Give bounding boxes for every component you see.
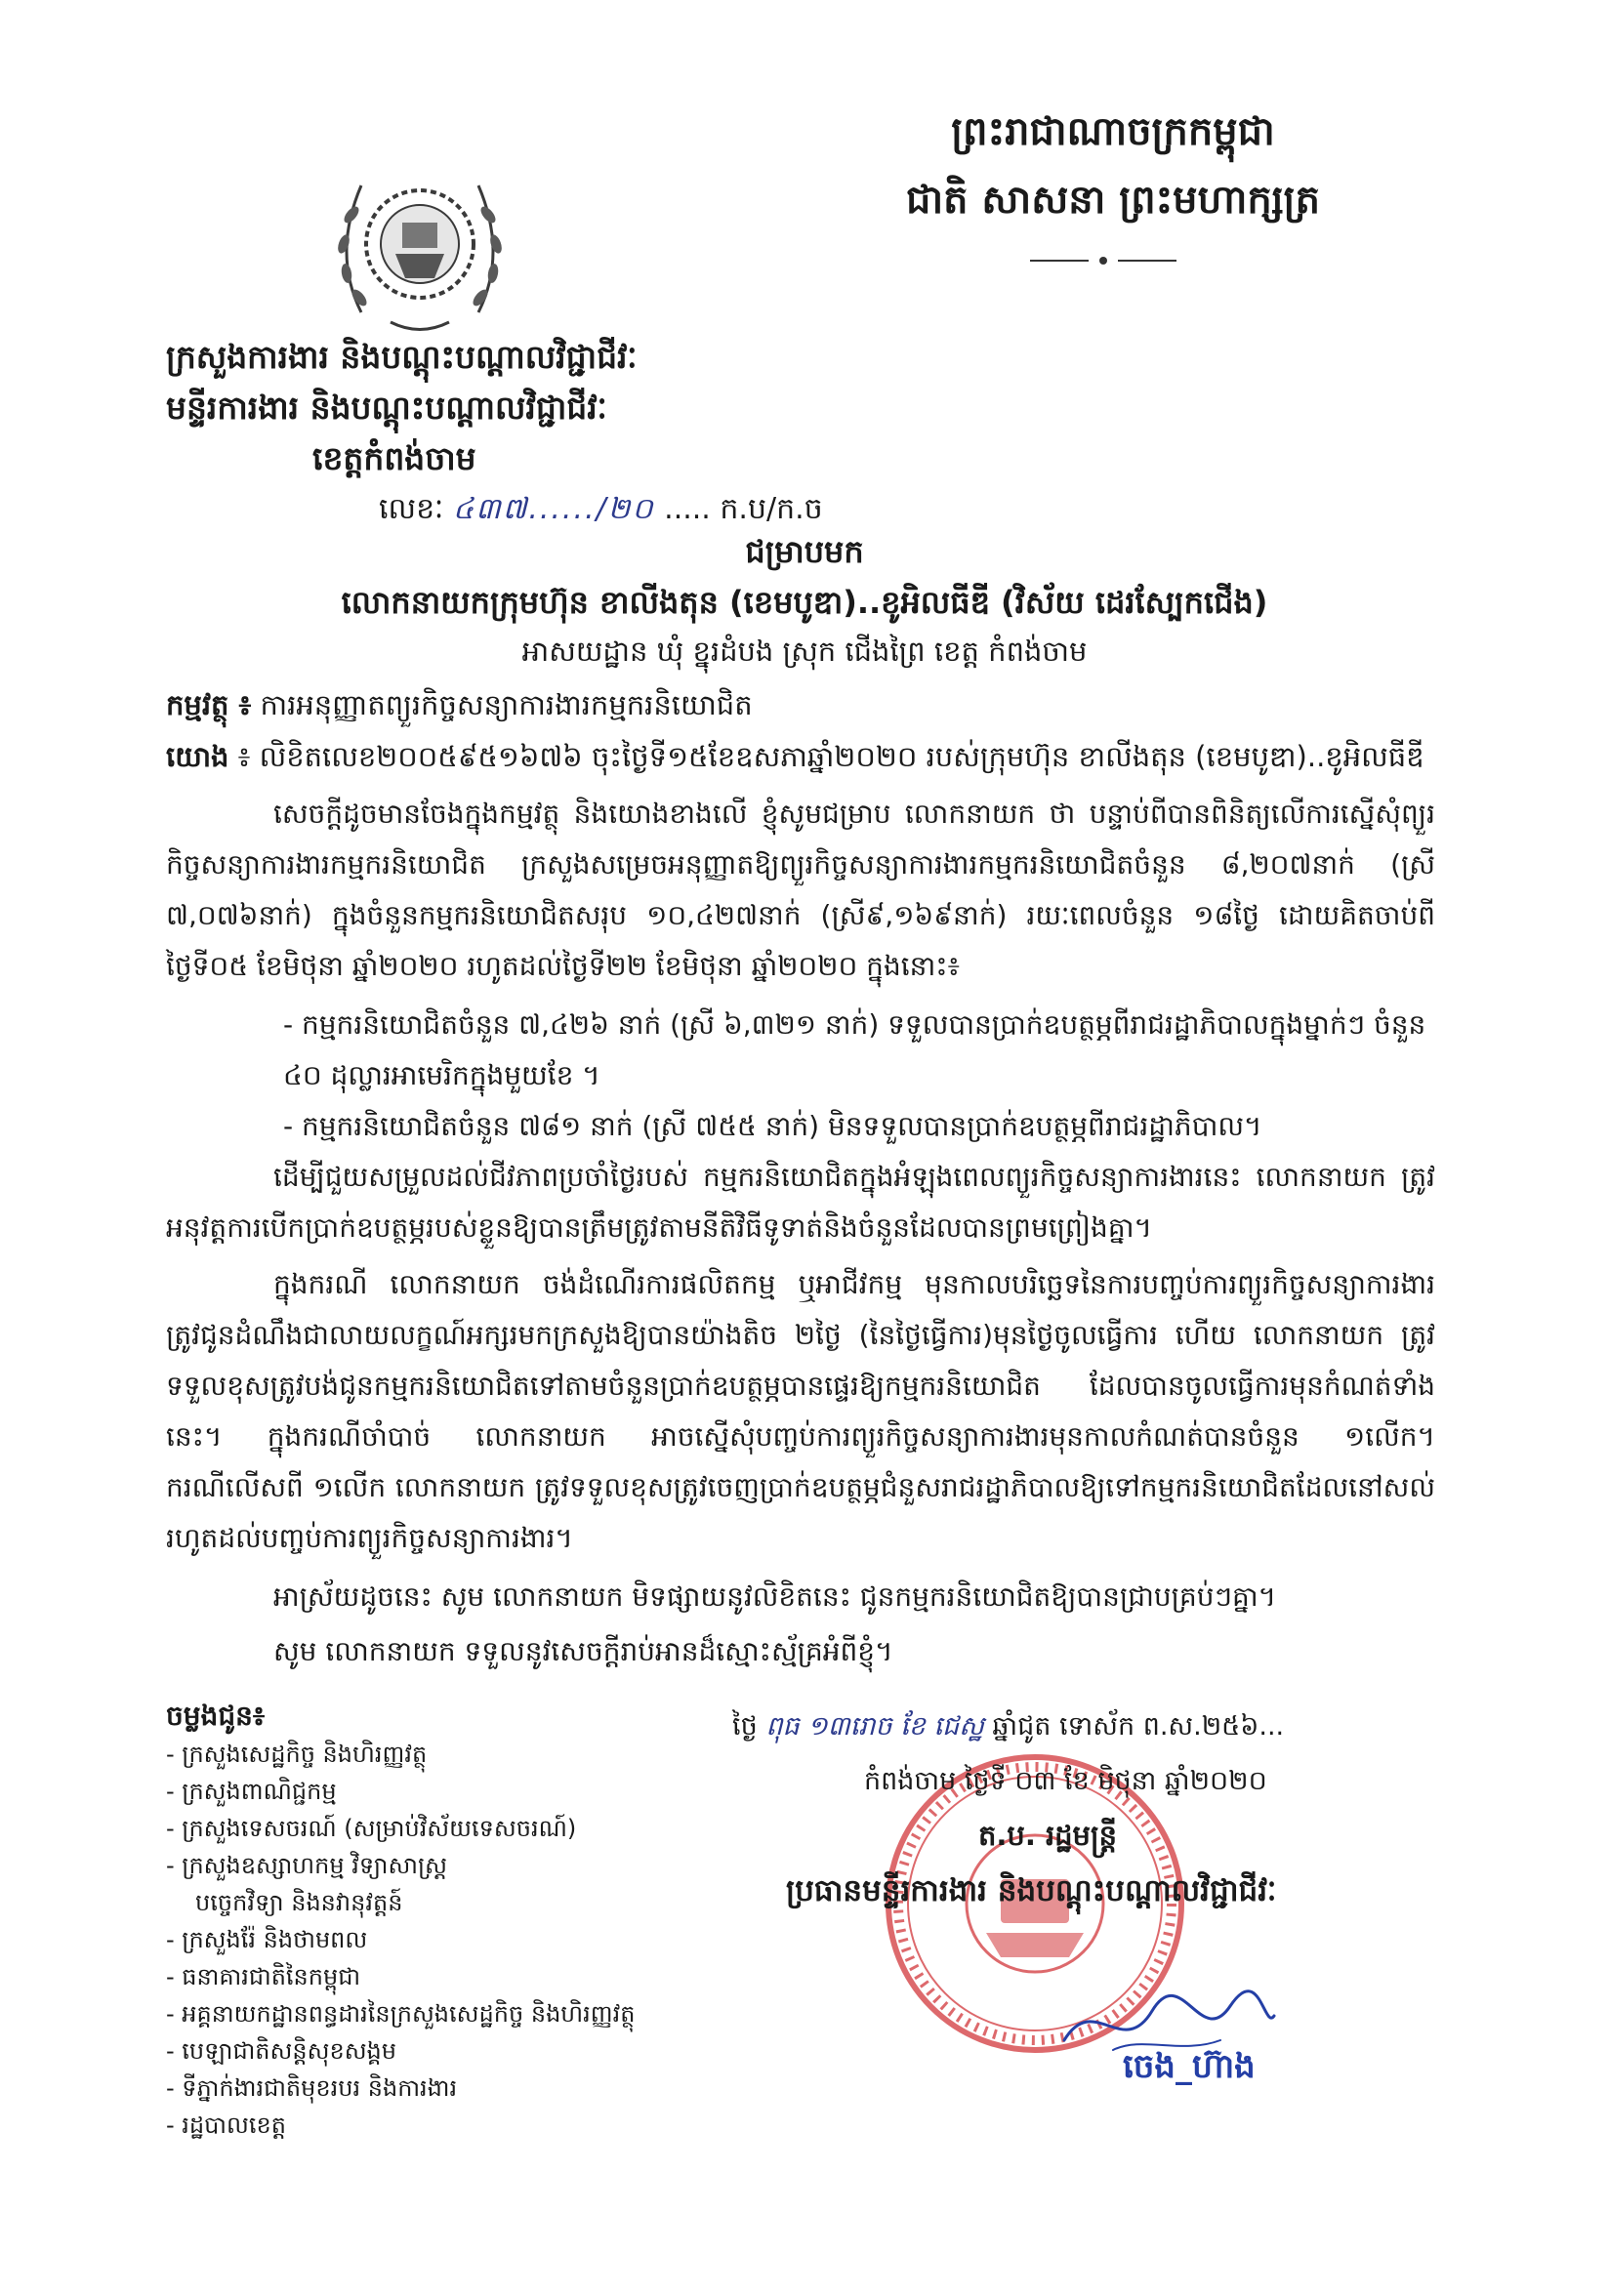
subject-line [166,688,753,729]
refno-handwritten: ៤៣៧....../២០ [452,492,655,526]
lunar-handwritten: ពុធ ១៣រោច ខែ ជេស្ឋ [765,1711,984,1742]
lunar-suffix: ឆ្នាំជូត ទោស័ក ព.ស.២៥៦... [992,1711,1285,1742]
kingdom-header [810,98,1416,234]
recipient-name: លោកនាយកក្រុមហ៊ុន ខាលីងតុន (ខេមបូឌា)..ខូអិលធីឌី (វិស័យ ដេរស្បែកជើង) [341,584,1268,621]
cc-item: - ក្រសួងសេដ្ឋកិច្ច និងហិរញ្ញវត្ថុ [166,1741,428,1768]
subject-label: កម្មវត្ថុ ៖ [166,688,252,721]
notice-heading: ជម្រាបមក [745,533,864,570]
cc-item: - ទីភ្នាក់ងារជាតិមុខរបរ និងការងារ [166,2074,458,2102]
bullet-item-1: - កម្មករនិយោជិតចំនួន ៧,៤២៦ នាក់ (ស្រី ៦,៣២១ នាក់) ទទួលបានប្រាក់ឧបត្ថម្ភពីរាជរដ្ឋាភិបាលក្នុងម្នាក់ៗ ចំនួន ៤០ ដុល្លារអាមេរិកក្នុងមួយខែ ។ [283,1008,1426,1091]
lunar-date [732,1710,1284,1748]
kingdom-title: ព្រះរាជាណាចក្រកម្ពុជា [951,108,1275,154]
body-paragraph-1: សេចក្តីដូចមានចែងក្នុងកម្មវត្ថុ និងយោងខាងលើ ខ្ញុំសូមជម្រាប លោកនាយក ថា បន្ទាប់ពីបានពិនិត្យលើការស្នើសុំព្យួរកិច្ចសន្យាការងារកម្មករនិយោជិត ក្រសួងសម្រេចអនុញ្ញាតឱ្យព្យួរកិច្ចសន្យាការងារកម្មករនិយោជិតចំនួន ៨,២០៧នាក់ (ស្រី ៧,០៧៦នាក់) ក្នុងចំនួនកម្មករនិយោជិតសរុប ១០,៤២៧នាក់ (ស្រី៩,១៦៩នាក់) រយៈពេលចំនួន ១៨ថ្ងៃ ដោយគិតចាប់ពីថ្ងៃទី០៥ ខែមិថុនា ឆ្នាំ២០២០ រហូតដល់ថ្ងៃទី២២ ខែមិថុនា ឆ្នាំ២០២០ ក្នុងនោះ៖ [166,798,1435,982]
signatory-title-2: ប្រធានមន្ទីរការងារ និងបណ្តុះបណ្តាលវិជ្ជាជីវៈ [786,1873,1277,1908]
lunar-prefix: ថ្ងៃ [732,1711,758,1742]
kingdom-motto: ជាតិ សាសនា ព្រះមហាក្សត្រ [906,177,1320,223]
subject-text: ការអនុញ្ញាតព្យួរកិច្ចសន្យាការងារកម្មករនិយោជិត [260,688,753,721]
refno-prefix: លេខៈ [379,492,444,526]
cc-title: ចម្លងជូន៖ [166,1700,266,1732]
cc-list [166,1736,635,2144]
cc-item: បច្ចេកវិទ្យា និងនវានុវត្តន៍ [195,1889,403,1916]
cc-item: - ធនាគារជាតិនៃកម្ពុជា [166,1963,361,1990]
reference-text: ៖ លិខិតលេខ២០០៥៩៥១៦៧៦ ចុះថ្ងៃទី១៥ខែឧសភាឆ្នាំ២០២០ របស់ក្រុមហ៊ុន ខាលីងតុន (ខេមបូឌា)..ខូអិលធីឌី [237,740,1424,773]
province-name: ខេត្តកំពង់ចាម [312,439,476,477]
ministry-emblem [322,146,517,342]
refno-suffix: ..... ក.ប/ក.ច [664,492,823,526]
reference-line [166,740,1424,781]
cc-item: - រដ្ឋបាលខេត្ត [166,2112,286,2139]
reference-number [379,490,823,533]
reference-label: យោង [166,740,229,773]
recipient-address: អាសយដ្ឋាន ឃុំ ខ្នុរដំបង ស្រុក ជើងព្រៃ ខេត្ត កំពង់ចាម [521,635,1088,668]
sender-block [166,332,638,484]
signatory-title-1: ត.ប. រដ្ឋមន្ត្រី [978,1819,1118,1852]
cc-item: - ក្រសួងទេសចរណ៍ (សម្រាប់វិស័យទេសចរណ៍) [166,1815,577,1842]
department-name: មន្ទីរការងារ និងបណ្តុះបណ្តាលវិជ្ជាជីវៈ [166,389,607,427]
cc-item: - ក្រសួងរ៉ែ និងថាមពល [166,1926,368,1953]
cc-item: - អគ្គនាយកដ្ឋានពន្ធដារនៃក្រសួងសេដ្ឋកិច្ច និងហិរញ្ញវត្ថុ [166,2000,636,2028]
body-paragraph-3: ក្នុងករណី លោកនាយក ចង់ដំណើរការផលិតកម្ម ឬអាជីវកម្ម មុនកាលបរិច្ឆេទនៃការបញ្ចប់ការព្យួរកិច្ចសន្យាការងារ ត្រូវជូនដំណឹងជាលាយលក្ខណ៍អក្សរមកក្រសួងឱ្យបានយ៉ាងតិច ២ថ្ងៃ (នៃថ្ងៃធ្វើការ)មុនថ្ងៃចូលធ្វើការ ហើយ លោកនាយក ត្រូវទទួលខុសត្រូវបង់ជូនកម្មករនិយោជិតទៅតាមចំនួនប្រាក់ឧបត្ថម្ភបានផ្ទេរឱ្យកម្មករនិយោជិត ដែលបានចូលធ្វើការមុនកំណត់ទាំងនេះ។ ក្នុងករណីចាំបាច់ លោកនាយក អាចស្នើសុំបញ្ចប់ការព្យួរកិច្ចសន្យាការងារមុនកាលកំណត់បានចំនួន ១លើក។ ករណីលើសពី ១លើក លោកនាយក ត្រូវទទួលខុសត្រូវចេញប្រាក់ឧបត្ថម្ភជំនួសរាជរដ្ឋាភិបាលឱ្យទៅកម្មករនិយោជិតដែលនៅសល់រហូតដល់បញ្ចប់ការព្យួរកិច្ចសន្យាការងារ។ [166,1268,1435,1554]
signatory-name: ចេង_ហ៊ាង [1123,2047,1256,2086]
cc-item: - ក្រសួងពាណិជ្ជកម្ម [166,1778,337,1805]
ministry-name: ក្រសួងការងារ និងបណ្តុះបណ្តាលវិជ្ជាជីវៈ [166,338,638,376]
closing-line-2: សូម លោកនាយក ទទួលនូវសេចក្តីរាប់អានដ៏ស្មោះស្ម័គ្រអំពីខ្ញុំ។ [273,1635,893,1667]
gregorian-date: កំពង់ចាម ថ្ងៃទី ០៣ ខែ មិថុនា ឆ្នាំ២០២០ [864,1766,1267,1796]
cc-item: - ក្រសួងឧស្សាហកម្ម វិទ្យាសាស្ត្រ [166,1852,447,1879]
closing-line-1: អាស្រ័យដូចនេះ សូម លោកនាយក មិទផ្សាយនូវលិខិតនេះ ជូនកម្មករនិយោជិតឱ្យបានជ្រាបគ្រប់ៗគ្នា។ [273,1580,1277,1613]
bullet-item-2: - កម្មករនិយោជិតចំនួន ៧៨១ នាក់ (ស្រី ៧៥៥ នាក់) មិនទទួលបានប្រាក់ឧបត្ថម្ភពីរាជរដ្ឋាភិបាល។ [283,1110,1262,1142]
body-paragraph-2: ដើម្បីជួយសម្រួលដល់ជីវភាពប្រចាំថ្ងៃរបស់ កម្មករនិយោជិតក្នុងអំឡុងពេលព្យួរកិច្ចសន្យាការងារនេះ លោកនាយក ត្រូវអនុវត្តការបើកប្រាក់ឧបត្ថម្ភរបស់ខ្លួនឱ្យបានត្រឹមត្រូវតាមនីតិវិធីទូទាត់និងចំនួនដែលបានព្រមព្រៀងគ្នា។ [166,1161,1435,1244]
header-ornament [1030,256,1176,266]
cc-item: - បេឡាជាតិសន្តិសុខសង្គម [166,2037,397,2065]
